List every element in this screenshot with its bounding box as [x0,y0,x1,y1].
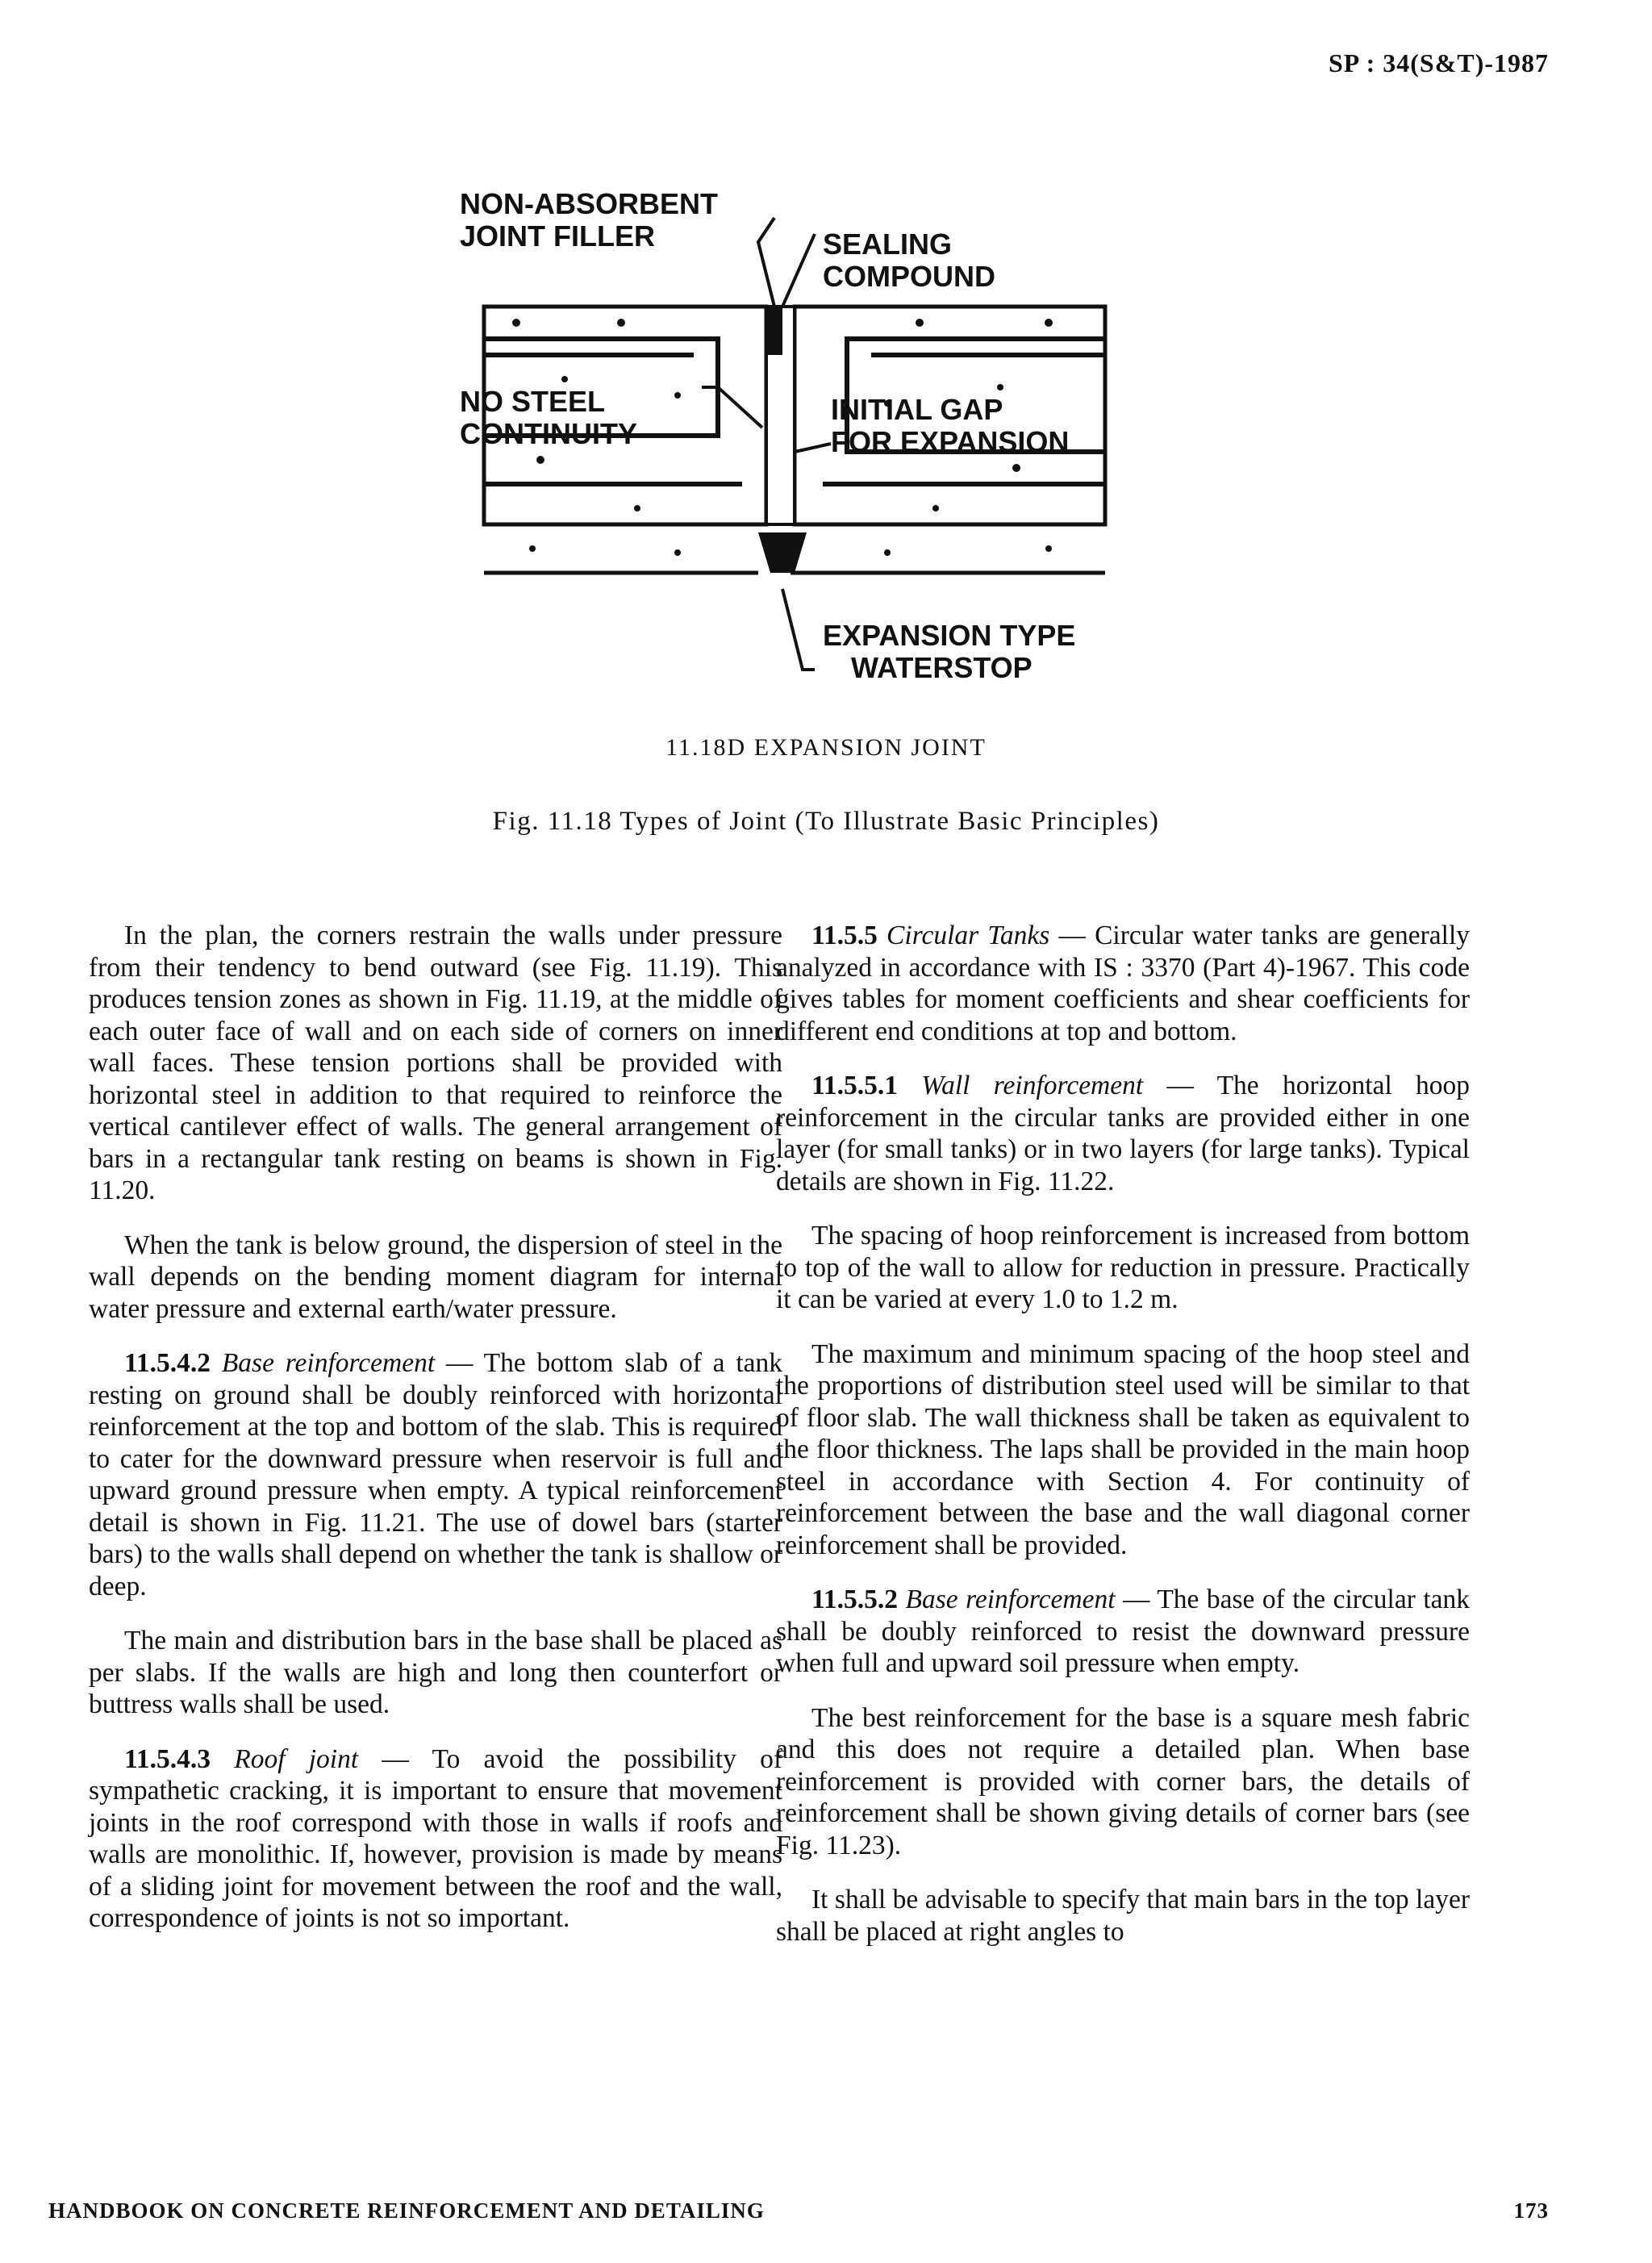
paragraph: The best reinforcement for the base is a square mesh fabric and this does not require a detailed plan. When base reinforcement is provided with corner bars, the details of reinforcement shall be shown giving details of corner bars (see Fig. 11.23). [776,1702,1470,1860]
figure-caption: Fig. 11.18 Types of Joint (To Illustrate Basic Principles) [492,807,1160,836]
section-number: 11.5.4.3 [124,1743,211,1774]
label-sealing-1: SEALING [823,228,953,261]
paragraph: The maximum and minimum spacing of the hoop steel and the proportions of distribution steel used will be similar to that of floor slab. The wall thickness shall be taken as equivalent to the floor thickness. The laps shall be provided in the main hoop steel in accordance with Section 4. For continuity of reinforcement between the base and the wall diagonal corner reinforcement shall be provided. [776,1338,1470,1560]
document-code: SP : 34(S&T)-1987 [1329,48,1549,77]
label-sealing-2: COMPOUND [823,260,995,293]
paragraph: In the plan, the corners restrain the walls under pressure from their tendency to bend outward (see Fig. 11.19). This produces tension zones as shown in Fig. 11.19, at the middle of each outer face of wall and on each side of corners on inner wall faces. These tension portions shall be provided with horizontal steel in addition to that required to reinforce the vertical cantilever effect of walls. The general arrangement of bars in a rectangular tank resting on beams is shown in Fig. 11.20. [89,921,782,1205]
paragraph: The main and distribution bars in the base shall be placed as per slabs. If the walls are high and long then counterfort or buttress walls shall be used. [89,1626,782,1719]
section-number: 11.5.4.2 [124,1348,211,1378]
section-text: — The base of the circular tank shall be doubly reinforced to resist the downward pressure when full and upward soil pressure when empty. [776,1585,1471,1678]
section-number: 11.5.5.2 [811,1585,899,1614]
paragraph [776,920,1470,1047]
paragraph: It shall be advisable to specify that main bars in the top layer shall be placed at right angles to [776,1885,1470,1947]
footer-title: HANDBOOK ON CONCRETE REINFORCEMENT AND DETAILING [48,2198,765,2223]
sealing-compound [768,307,782,355]
paragraph [776,1070,1470,1197]
label-nosteel-2: CONTINUITY [460,417,637,450]
figure-subcaption: 11.18D EXPANSION JOINT [665,734,987,761]
paragraph [776,1584,1470,1680]
expansion-joint-figure [436,186,1162,686]
section-title: Base reinforcement [221,1348,436,1378]
label-gap-1: INITIAL GAP [831,393,1003,426]
label-gap-2: FOR EXPANSION [831,425,1070,458]
paragraph [89,1743,782,1935]
section-text: — Circular water tanks are generally analyzed in accordance with IS : 3370 (Part 4)-1967. This code gives tables for moment coefficients and shear coefficients for different end conditions at top and bottom. [776,921,1471,1046]
section-text: — The bottom slab of a tank resting on ground shall be doubly reinforced with horizontal reinforcement at the top and bottom of the slab. This is required to cater for the downward pressure when reservoir is full and upward ground pressure when empty. A typical reinforcement detail is shown in Fig. 11.21. The use of dowel bars (starter bars) to the walls shall depend on whether the tank is shallow or deep. [89,1348,783,1601]
paragraph: When the tank is below ground, the dispersion of steel in the wall depends on the bending moment diagram for internal water pressure and external earth/water pressure. [89,1230,782,1324]
right-column [776,920,1470,1970]
label-waterstop-1: EXPANSION TYPE [823,619,1076,652]
section-title: Roof joint [234,1743,359,1774]
section-title: Wall reinforcement [921,1071,1144,1100]
paragraph [89,1347,782,1602]
section-title: Base reinforcement [905,1585,1116,1614]
page-number: 173 [1513,2198,1549,2223]
section-text: — The horizontal hoop reinforcement in the circular tanks are provided either in one layer (for small tanks) or in two layers (for large tanks). Typical details are shown in Fig. 11.22. [776,1071,1471,1196]
label-filler-2: JOINT FILLER [460,219,655,253]
label-filler-1: NON-ABSORBENT [460,187,718,220]
waterstop [758,532,807,573]
label-waterstop-2: WATERSTOP [851,651,1032,684]
label-nosteel-1: NO STEEL [460,385,606,418]
section-number: 11.5.5.1 [811,1071,899,1100]
left-column [89,920,782,1957]
section-text: — To avoid the possibility of sympathetic cracking, it is important to ensure that movement joints in the roof correspond with those in walls if roofs and walls are monolithic. If, however, provision is made by means of a sliding joint for movement between the roof and the wall, correspondence of joints is not so important. [89,1743,782,1933]
section-title: Circular Tanks [886,921,1050,950]
paragraph: The spacing of hoop reinforcement is increased from bottom to top of the wall to allow for reduction in pressure. Practically it can be varied at every 1.0 to 1.2 m. [776,1221,1470,1314]
expansion-joint-diagram [436,186,1162,686]
section-number: 11.5.5 [811,921,878,950]
